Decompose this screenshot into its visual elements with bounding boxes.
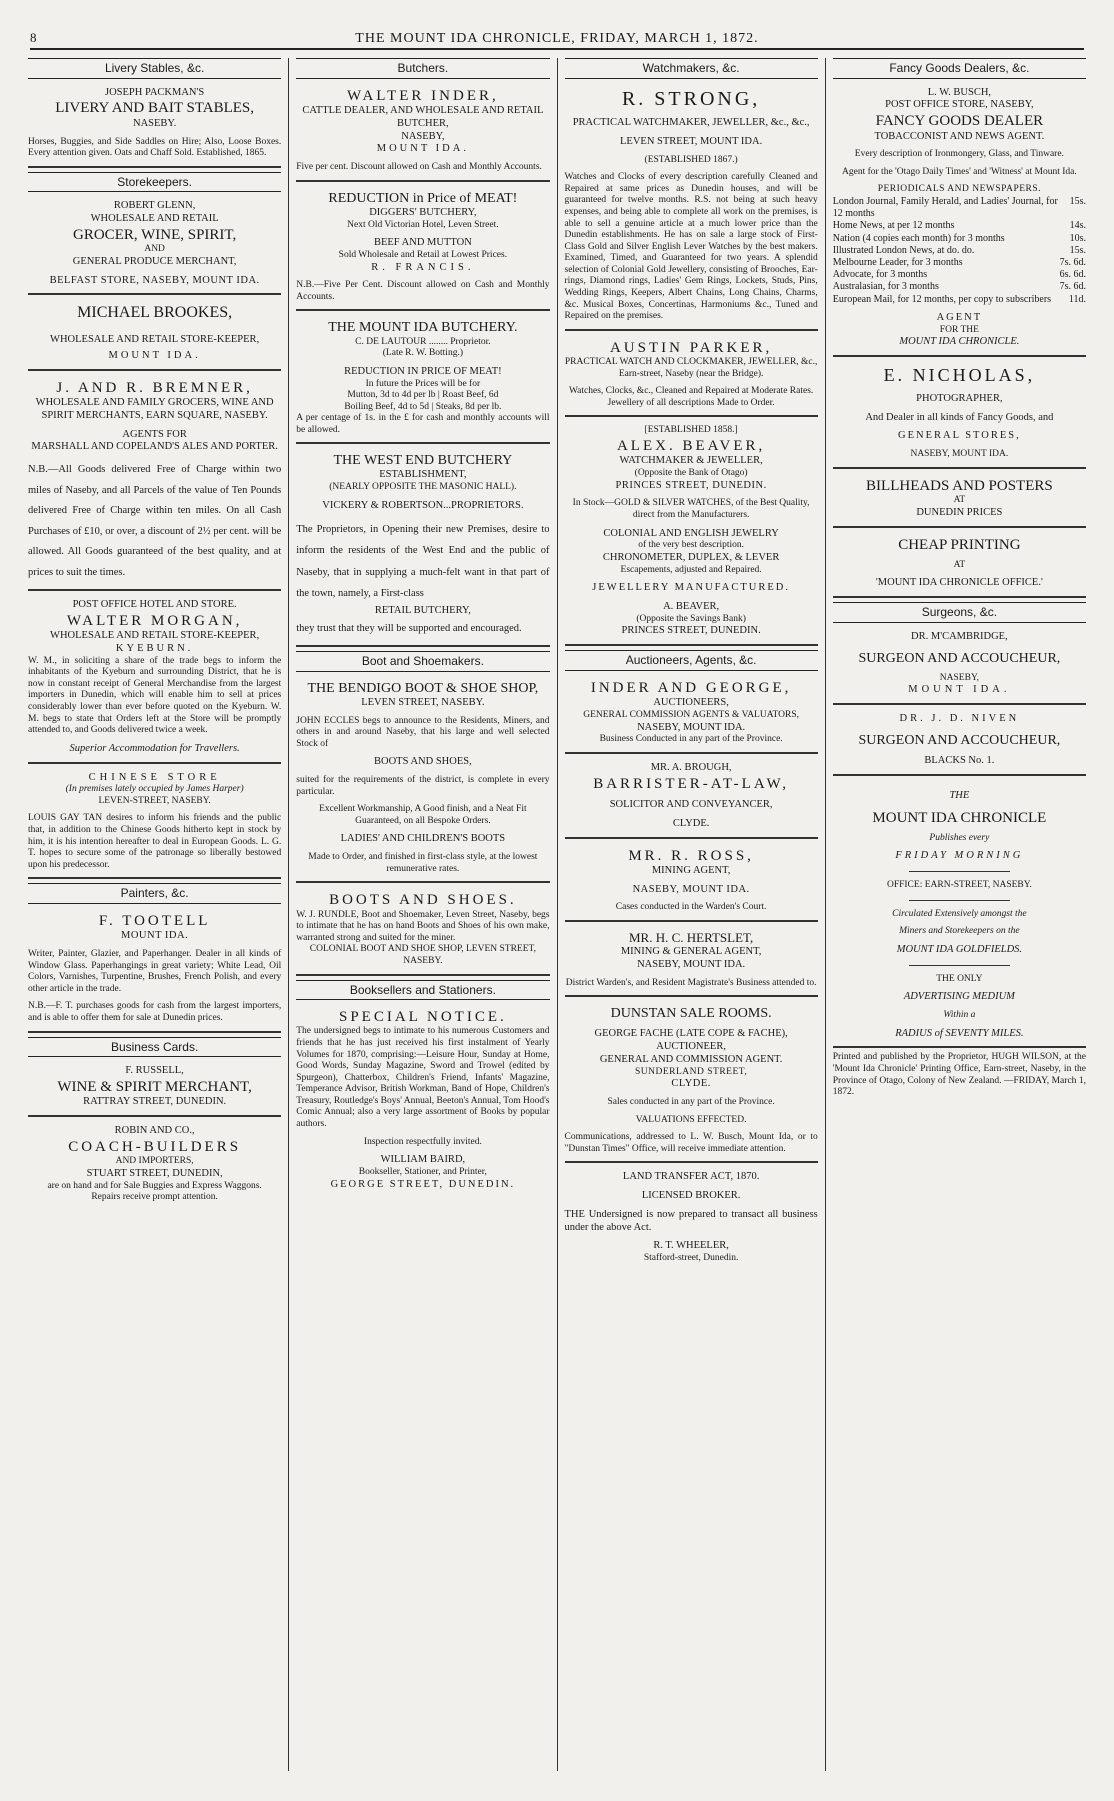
- ad-name: R. STRONG,: [621, 87, 761, 110]
- ad-cheap-printing: [833, 532, 1086, 599]
- ad-sig: WILLIAM BAIRD,: [380, 1154, 466, 1166]
- ad-line: PRACTICAL WATCHMAKER, JEWELLER, &c., &c.,: [572, 117, 810, 129]
- ad-line: FRIDAY MORNING: [895, 850, 1024, 862]
- ad-inder-george: [565, 675, 818, 754]
- ad-name: DUNSTAN SALE ROOMS.: [610, 1006, 772, 1022]
- ad-line: AUCTIONEERS,: [653, 697, 729, 709]
- ad-place: KYEBURN.: [115, 642, 194, 654]
- ad-place: Stafford-street, Dunedin.: [643, 1253, 739, 1264]
- page-number: 8: [30, 30, 37, 45]
- section-heading: Storekeepers.: [28, 172, 281, 193]
- ad-line: TOBACCONIST AND NEWS AGENT.: [874, 130, 1045, 142]
- ad-line: In future the Prices will be for: [365, 378, 481, 389]
- ad-name: MR. H. C. HERTSLET,: [628, 930, 754, 946]
- ad-text: Watches and Clocks of every description carefully Cleaned and Repaired at same prices as Dunedin houses, and will be guaranteed for twelve months. R.S. not being at such heavy expenses, and being able to complete all work on the premises, is able to sell a genuine article at a much lower price than the Dunedin establishments. He has on sale a large stock of First-Class Gold and Silver English Lever Watches by the best makers. Examined, Timed, and Guaranteed for two years. A splendid selection of Colonial Gold Jewellery, consisting of Brooches, Ear-rings, Diamond rings, Ladies' Gem Rings, Lockets, Studs, Pins, Wedding Rings, Keepers, Albert Chains, Long Chains, Charms, &c. Musical Boxes, Concertinas, Harmoniums &c., Tuned and Repaired on the premises.: [564, 172, 818, 322]
- ad-title: THE WEST END BUTCHERY: [333, 453, 513, 469]
- ad-packman: [28, 83, 281, 168]
- ad-name: AUSTIN PARKER,: [609, 339, 773, 356]
- ad-line: (In premises lately occupied by James Harper): [65, 784, 244, 795]
- ad-busch: [833, 83, 1086, 357]
- ad-title: BILLHEADS AND POSTERS: [866, 477, 1053, 494]
- ad-text: Excellent Workmanship, A Good finish, and a Neat Fit Guaranteed, on all Bespoke Orders.: [319, 804, 527, 826]
- ad-line: GENERAL COMMISSION AGENTS & VALUATORS,: [583, 709, 800, 720]
- ad-line: PHOTOGRAPHER,: [916, 392, 1003, 404]
- rate-price: 10s.: [1069, 232, 1086, 244]
- ad-line: (Opposite the Bank of Otago): [634, 467, 748, 478]
- rule: [909, 871, 1010, 872]
- ad-text: they trust that they will be supported and encouraged.: [296, 622, 522, 634]
- rate-row: [833, 196, 1086, 220]
- ad-line: And Dealer in all kinds of Fancy Goods, and: [865, 411, 1054, 423]
- ad-text: Made to Order, and finished in first-class style, at the lowest remunerative rates.: [308, 852, 538, 874]
- ad-line: (Late R. W. Botting.): [382, 348, 463, 359]
- ad-place: BLACKS No. 1.: [924, 754, 995, 766]
- ad-bremner: [28, 375, 281, 591]
- ad-name: J. AND R. BREMNER,: [56, 379, 253, 396]
- section-heading: Fancy Goods Dealers, &c.: [833, 58, 1086, 79]
- ad-sig: A. BEAVER,: [663, 601, 720, 613]
- ad-line: RADIUS of SEVENTY MILES.: [895, 1027, 1024, 1039]
- rate-item: Melbourne Leader, for 3 months: [832, 256, 963, 268]
- ad-line: STUART STREET, DUNEDIN,: [86, 1167, 223, 1179]
- ad-title: LAND TRANSFER ACT, 1870.: [622, 1171, 760, 1183]
- ad-line: REDUCTION IN PRICE OF MEAT!: [344, 365, 502, 377]
- ad-name: ALEX. BEAVER,: [616, 437, 766, 454]
- ad-line: AGENT: [936, 311, 983, 323]
- ad-line: (NEARLY OPPOSITE THE MASONIC HALL).: [329, 482, 517, 493]
- section-heading: Surgeons, &c.: [833, 602, 1086, 623]
- ad-name: WALTER INDER,: [346, 87, 499, 104]
- ad-text: N.B.—F. T. purchases goods for cash from the largest importers, and is able to offer them for sale at Dunedin prices.: [28, 1001, 282, 1023]
- ad-line: (Opposite the Savings Bank): [636, 613, 746, 624]
- ad-place: NASEBY, MOUNT IDA.: [637, 721, 746, 733]
- ad-line: NASEBY,: [401, 130, 445, 142]
- section-heading: Livery Stables, &c.: [28, 58, 281, 79]
- ad-robin: [28, 1121, 281, 1210]
- ad-line: ADVERTISING MEDIUM: [903, 991, 1015, 1003]
- ad-strong: [565, 83, 818, 331]
- ad-chronicle: [833, 780, 1086, 1049]
- ad-text: Cases conducted in the Warden's Court.: [615, 902, 767, 913]
- ad-line: 'MOUNT IDA CHRONICLE OFFICE.': [875, 577, 1043, 589]
- rate-row: [833, 245, 1086, 257]
- ad-line: MINING & GENERAL AGENT,: [620, 945, 762, 957]
- rate-row: [833, 220, 1086, 232]
- ad-title: SURGEON AND ACCOUCHEUR,: [858, 650, 1061, 666]
- ad-name: F. RUSSELL,: [125, 1065, 184, 1077]
- ad-place: Next Old Victorian Hotel, Leven Street.: [347, 219, 499, 230]
- ad-line: RETAIL BUTCHERY,: [374, 604, 471, 616]
- ad-place: RATTRAY STREET, DUNEDIN.: [83, 1096, 227, 1108]
- ad-mount-ida-butchery: [296, 315, 549, 444]
- section-heading: Painters, &c.: [28, 883, 281, 904]
- ad-line: Inspection respectfully invited.: [363, 1136, 482, 1147]
- ad-place: LEVEN-STREET, NASEBY.: [98, 795, 211, 806]
- ad-nicholas: [833, 361, 1086, 469]
- ad-text: suited for the requirements of the district, is complete in every particular.: [296, 775, 550, 797]
- rule: [909, 965, 1010, 966]
- ad-title: SPECIAL NOTICE.: [338, 1009, 507, 1026]
- ad-place: NASEBY, MOUNT IDA.: [632, 883, 750, 895]
- ad-text: Sales conducted in any part of the Province.: [607, 1096, 775, 1107]
- masthead: [30, 30, 1084, 50]
- ad-glenn: [28, 196, 281, 295]
- section-heading: Butchers.: [296, 58, 549, 79]
- ad-mccambridge: [833, 627, 1086, 705]
- ad-foot: COLONIAL BOOT AND SHOE SHOP, LEVEN STREET, NASEBY.: [309, 944, 536, 966]
- rate-price: 11d.: [1068, 293, 1086, 305]
- ad-bendigo: [296, 676, 549, 884]
- newspaper-title: THE MOUNT IDA CHRONICLE, FRIDAY, MARCH 1, 1872.: [355, 31, 759, 46]
- ad-name: MR. A. BROUGH,: [650, 761, 732, 773]
- ad-place: MOUNT IDA.: [376, 143, 469, 155]
- ad-text: In Stock—GOLD & SILVER WATCHES, of the Best Quality, direct from the Manufacturers.: [572, 498, 810, 520]
- ad-line: DUNEDIN PRICES: [916, 506, 1003, 518]
- rate-row: [833, 294, 1086, 306]
- ad-line: NASEBY,: [939, 672, 979, 683]
- ad-line: MOUNT IDA GOLDFIELDS.: [896, 943, 1023, 955]
- ad-line: Mutton, 3d to 4d per lb | Roast Beef, 6d: [347, 390, 499, 401]
- ad-text: N.B.—All Goods delivered Free of Charge within two miles of Naseby, and all Parcels of the value of Ten Pounds delivered Free of Charge within ten miles. On all Cash Purchases of £10, or over, a discount of 2½ per cent. will be allowed. All Goods guaranteed of the best quality, and at prices to suit the times.: [28, 464, 282, 578]
- ad-line: CHRONOMETER, DUPLEX, & LEVER: [602, 551, 780, 563]
- ad-name: DR. J. D. NIVEN: [899, 713, 1020, 725]
- ad-line: AUCTIONEER,: [656, 1040, 726, 1052]
- ad-name: E. NICHOLAS,: [883, 364, 1036, 385]
- ad-place: CLYDE.: [672, 817, 710, 829]
- ad-hertslet: [565, 926, 818, 997]
- ad-place: BELFAST STORE, NASEBY, MOUNT IDA.: [49, 274, 260, 286]
- section-heading: Booksellers and Stationers.: [296, 980, 549, 1001]
- ad-tootell: [28, 908, 281, 1033]
- ad-chinese-store: [28, 768, 281, 880]
- ad-text: Five per cent. Discount allowed on Cash and Monthly Accounts.: [296, 162, 542, 173]
- ad-line: LICENSED BROKER.: [641, 1190, 741, 1202]
- ad-foot: Superior Accommodation for Travellers.: [69, 742, 240, 754]
- rate-row: [833, 281, 1086, 293]
- column-1: [28, 58, 288, 1771]
- rate-price: 7s. 6d.: [1059, 256, 1086, 268]
- section-heading: Watchmakers, &c.: [565, 58, 818, 79]
- section-heading: Business Cards.: [28, 1037, 281, 1058]
- ad-line: SOLICITOR AND CONVEYANCER,: [609, 799, 773, 810]
- ad-text: A per centage of 1s. in the £ for cash and monthly accounts will be allowed.: [296, 413, 550, 435]
- ad-title: SURGEON AND ACCOUCHEUR,: [858, 732, 1061, 748]
- ad-ross: [565, 843, 818, 922]
- ad-name: INDER AND GEORGE,: [590, 679, 792, 696]
- ad-title: CHINESE STORE: [88, 771, 221, 783]
- section-heading: Boot and Shoemakers.: [296, 651, 549, 672]
- ad-line: THE: [949, 789, 970, 801]
- ad-line: THE ONLY: [936, 973, 983, 984]
- ad-baird: [296, 1004, 549, 1197]
- rate-item: London Journal, Family Herald, and Ladies' Journal, for 12 months: [832, 196, 1058, 220]
- ad-title: LIVERY AND BAIT STABLES,: [55, 100, 255, 117]
- columns: [28, 58, 1086, 1771]
- rate-price: 7s. 6d.: [1059, 281, 1086, 293]
- ad-line: GENERAL AND COMMISSION AGENT.: [599, 1053, 783, 1065]
- rate-row: [833, 269, 1086, 281]
- ad-line: WHOLESALE AND RETAIL STORE-KEEPER,: [50, 630, 260, 642]
- ad-foot: Repairs receive prompt attention.: [91, 1192, 218, 1203]
- rate-row: [833, 257, 1086, 269]
- column-2: [288, 58, 556, 1771]
- rate-price: 15s.: [1069, 244, 1086, 256]
- ad-morgan: [28, 595, 281, 764]
- ad-place: PRINCES STREET, DUNEDIN.: [621, 625, 761, 637]
- ad-line: AT: [953, 495, 966, 506]
- ad-text: Agent for the 'Otago Daily Times' and 'Witness' at Mount Ida.: [842, 166, 1077, 177]
- ad-title: FANCY GOODS DEALER: [875, 113, 1044, 130]
- ad-line: SUNDERLAND STREET,: [634, 1066, 748, 1077]
- ad-line: GENERAL PRODUCE MERCHANT,: [72, 255, 237, 267]
- ad-sig: R. T. WHEELER,: [653, 1240, 729, 1252]
- ad-text: Writer, Painter, Glazier, and Paperhanger. Dealer in all kinds of Window Glass. Paperhangings in great variety; White Lead, Oil Colors, Varnishes, Turpentine, Brushes, French Polish, and every other article in the trade.: [28, 949, 282, 994]
- ad-line: BEEF AND MUTTON: [373, 237, 472, 249]
- ad-text: Horses, Buggies, and Side Saddles on Hire; Also, Loose Boxes. Every attention given. Oats and Chaff Sold. Established, 1865.: [28, 136, 282, 159]
- ad-beaver: [565, 421, 818, 646]
- ad-line: VALUATIONS EFFECTED.: [635, 1114, 747, 1125]
- ad-text: W. M., in soliciting a share of the trade begs to inform the inhabitants of the Kyeburn and surrounding District, that he is now in constant receipt of General Merchandise from the largest importers in Dunedin, which will enable him to sell at prices considerably lower than ever before quoted on the Kyeburn. W. M. begs to state that Orders left at the Store will be promptly attended to, and Goods delivered twice a week.: [28, 655, 282, 736]
- column-3: [557, 58, 825, 1771]
- ad-place: NASEBY, MOUNT IDA.: [637, 958, 746, 970]
- column-4: [825, 58, 1086, 1771]
- ad-line: MARSHALL AND COPELAND'S ALES AND PORTER.: [31, 441, 278, 453]
- ad-title: THE MOUNT IDA BUTCHERY.: [328, 320, 518, 336]
- ad-text: W. J. RUNDLE, Boot and Shoemaker, Leven Street, Naseby, begs to intimate that he has on hand Boots and Shoes of his own make, warranted strong and suited for the miner.: [296, 909, 550, 943]
- ad-line: POST OFFICE HOTEL AND STORE.: [72, 598, 237, 610]
- ad-name: MICHAEL BROOKES,: [77, 304, 233, 322]
- ad-text: District Warden's, and Resident Magistrate's Business attended to.: [565, 977, 817, 988]
- ad-line: BOOTS AND SHOES,: [374, 756, 472, 768]
- ad-name: DIGGERS' BUTCHERY,: [369, 206, 477, 218]
- ad-line: GEORGE FACHE (LATE COPE & FACHE),: [594, 1028, 788, 1040]
- ad-line: of the very best description.: [638, 540, 745, 551]
- ad-name: ROBIN AND CO.,: [114, 1125, 195, 1137]
- ad-line: COLONIAL AND ENGLISH JEWELRY: [603, 527, 779, 539]
- ad-text: THE Undersigned is now prepared to transact all business under the above Act.: [564, 1208, 818, 1233]
- ad-text: Business Conducted in any part of the Province.: [599, 734, 783, 745]
- ad-text: Every description of Ironmongery, Glass, and Tinware.: [854, 149, 1064, 160]
- ad-line: AND: [144, 244, 165, 255]
- ad-place: LEVEN STREET, MOUNT IDA.: [620, 135, 763, 147]
- ad-line: AT: [953, 559, 966, 570]
- ad-brough: [565, 758, 818, 839]
- ad-name: DR. M'CAMBRIDGE,: [911, 630, 1008, 642]
- rate-item: Nation (4 copies each month) for 3 months: [832, 232, 1005, 244]
- ad-title: BOOTS AND SHOES.: [329, 892, 517, 909]
- rate-item: Advocate, for 3 months: [832, 269, 928, 281]
- ad-line: WHOLESALE AND FAMILY GROCERS, WINE AND SPIRIT MERCHANTS, EARN SQUARE, NASEBY.: [35, 396, 274, 421]
- ad-line: (ESTABLISHED 1867.): [644, 154, 738, 165]
- ad-line: Circulated Extensively amongst the: [892, 908, 1027, 919]
- ad-brookes: [28, 299, 281, 370]
- rate-list: [833, 196, 1086, 306]
- ad-line: MOUNT IDA CHRONICLE.: [899, 336, 1020, 348]
- ad-parker: [565, 335, 818, 418]
- rate-item: Home News, at per 12 months: [832, 220, 955, 232]
- ad-line: LADIES' AND CHILDREN'S BOOTS: [340, 833, 506, 845]
- ad-title: BARRISTER-AT-LAW,: [593, 775, 790, 792]
- ad-line: WHOLESALE AND RETAIL: [90, 213, 219, 225]
- ad-niven: [833, 709, 1086, 776]
- ad-billheads: [833, 473, 1086, 528]
- rate-item: Australasian, for 3 months: [832, 281, 939, 293]
- ad-place: GEORGE STREET, DUNEDIN.: [330, 1178, 516, 1190]
- ad-title: COACH-BUILDERS: [68, 1138, 242, 1155]
- ad-line: CATTLE DEALER, AND WHOLESALE AND RETAIL BUTCHER,: [302, 104, 544, 129]
- ad-name: F. TOOTELL: [98, 912, 211, 929]
- ad-text: Watches, Clocks, &c., Cleaned and Repaired at Moderate Rates. Jewellery of all descriptions Made to Order.: [568, 386, 814, 408]
- ad-line: PERIODICALS AND NEWSPAPERS.: [877, 184, 1042, 195]
- ad-dunstan: [565, 1001, 818, 1163]
- ad-line: Boiling Beef, 4d to 5d | Steaks, 8d per lb.: [344, 401, 502, 412]
- rate-row: [833, 233, 1086, 245]
- ad-line: PRACTICAL WATCH AND CLOCKMAKER, JEWELLER, &c., Earn-street, Naseby (near the Bridge).: [564, 357, 818, 379]
- ad-place: NASEBY.: [132, 117, 177, 129]
- rate-price: 14s.: [1069, 220, 1086, 232]
- ad-text: The Proprietors, in Opening their new Premises, desire to inform the residents of the West End and the public of Naseby, that in supplying a much-felt want in that part of the town, namely, a First-class: [296, 523, 550, 600]
- ad-line: AND IMPORTERS,: [115, 1156, 194, 1167]
- ad-land-transfer: [565, 1167, 818, 1271]
- ad-text: Communications, addressed to L. W. Busch, Mount Ida, or to "Dunstan Times" Office, will receive immediate attention.: [564, 1132, 818, 1154]
- ad-line: Sold Wholesale and Retail at Lowest Prices.: [338, 249, 508, 260]
- ad-name: ROBERT GLENN,: [113, 200, 196, 212]
- ad-place: NASEBY, MOUNT IDA.: [910, 449, 1009, 460]
- ad-title: CHEAP PRINTING: [898, 536, 1021, 553]
- ad-title: REDUCTION in Price of MEAT!: [328, 190, 518, 206]
- ad-name: MR. R. ROSS,: [628, 847, 754, 864]
- ad-line: Escapements, adjusted and Repaired.: [620, 564, 762, 575]
- rate-item: European Mail, for 12 months, per copy to subscribers: [832, 293, 1052, 305]
- ad-sig: R. FRANCIS.: [371, 261, 475, 273]
- ad-west-end-butchery: [296, 448, 549, 647]
- ad-title: WINE & SPIRIT MERCHANT,: [57, 1078, 252, 1095]
- ad-line: Publishes every: [929, 832, 990, 843]
- ad-place: MOUNT IDA.: [908, 684, 1011, 696]
- imprint: Printed and published by the Proprietor, HUGH WILSON, at the 'Mount Ida Chronicle' Printing Office, Earn-street, Naseby, in the Province of Otago, Colony of New Zealand. —FRIDAY, March 1, 1872.: [832, 1052, 1086, 1098]
- ad-line: OFFICE: EARN-STREET, NASEBY.: [886, 880, 1032, 891]
- ad-text: LOUIS GAY TAN desires to inform his friends and the public that, in addition to the Chinese Goods hitherto kept in stock by him, it is his intention hereafter to deal in European Goods. L. G. T. hopes to secure some of the patronage so liberally bestowed upon his predecessor.: [28, 813, 282, 870]
- ad-line: MINING AGENT,: [651, 864, 731, 876]
- ad-line: [ESTABLISHED 1858.]: [644, 425, 738, 436]
- ad-rundle: [296, 887, 549, 975]
- ad-title: THE BENDIGO BOOT & SHOE SHOP,: [307, 680, 539, 696]
- ad-line: C. DE LAUTOUR ........ Proprietor.: [355, 336, 491, 347]
- ad-line: AGENTS FOR: [122, 428, 187, 440]
- ad-text: JOHN ECCLES begs to announce to the Residents, Miners, and others in and around Naseby, that his large and well selected Stock of: [296, 715, 550, 749]
- ad-name: JOSEPH PACKMAN'S: [105, 86, 205, 98]
- ad-inder: [296, 83, 549, 182]
- rate-item: Illustrated London News, at do. do.: [832, 244, 975, 256]
- ad-title: MOUNT IDA CHRONICLE: [872, 809, 1047, 826]
- ad-diggers: [296, 186, 549, 312]
- ad-text: N.B.—Five Per Cent. Discount allowed on Cash and Monthly Accounts.: [296, 280, 550, 302]
- ad-name: L. W. BUSCH,: [927, 86, 992, 98]
- ad-text: are on hand and for Sale Buggies and Express Waggons.: [47, 1180, 262, 1191]
- ad-line: WATCHMAKER & JEWELLER,: [619, 455, 763, 467]
- ad-line: Bookseller, Stationer, and Printer,: [358, 1167, 487, 1177]
- ad-line: VICKERY & ROBERTSON...PROPRIETORS.: [322, 499, 524, 511]
- ad-line: POST OFFICE STORE, NASEBY,: [885, 99, 1034, 111]
- ad-place: PRINCES STREET, DUNEDIN.: [615, 479, 767, 491]
- ad-line: Within a: [943, 1010, 976, 1021]
- rate-price: 15s.: [1069, 196, 1086, 208]
- rule: [909, 900, 1010, 901]
- ad-line: FOR THE: [939, 324, 979, 335]
- ad-title: GROCER, WINE, SPIRIT,: [73, 226, 237, 243]
- ad-place: CLYDE.: [671, 1078, 711, 1090]
- ad-place: LEVEN STREET, NASEBY.: [361, 696, 485, 708]
- ad-text: The undersigned begs to intimate to his numerous Customers and friends that he has just received his first instalment of Yearly Volumes for 1870, comprising:—Leisure Hour, Sunday at Home, Good Words, Sunday Magazine, Sword and Trowel (edited by Spurgeon), Chatterbox, Children's Friend, Infants' Magazine, Temperance Advisor, British Workman, Band of Hope, Children's Treasury, Routledge's Boys' Annual, Beeton's Annual, Tom Hood's Comic Annual; also a very large assortment of Books by popular authors.: [296, 1026, 550, 1130]
- ad-line: JEWELLERY MANUFACTURED.: [592, 582, 790, 594]
- rate-price: 6s. 6d.: [1059, 269, 1086, 281]
- ad-line: WHOLESALE AND RETAIL STORE-KEEPER,: [50, 333, 260, 345]
- ad-line: GENERAL STORES,: [897, 430, 1021, 442]
- ad-place: MOUNT IDA.: [121, 930, 189, 942]
- ad-line: ESTABLISHMENT,: [379, 469, 467, 481]
- ad-place: MOUNT IDA.: [108, 349, 201, 361]
- ad-name: WALTER MORGAN,: [66, 612, 243, 629]
- ad-line: Miners and Storekeepers on the: [899, 926, 1020, 937]
- section-heading: Auctioneers, Agents, &c.: [565, 650, 818, 671]
- ad-russell: [28, 1061, 281, 1117]
